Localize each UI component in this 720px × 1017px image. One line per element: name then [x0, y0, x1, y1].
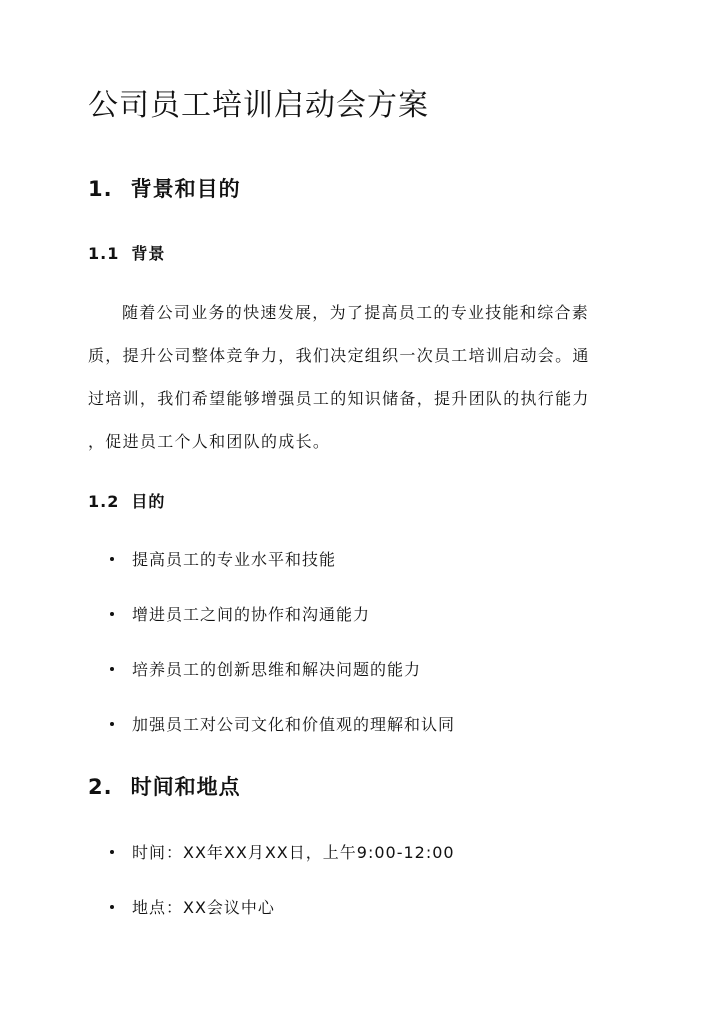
document-page: 公司员工培训启动会方案 1. 背景和目的 1.1 背景 随着公司业务的快速发展，为了提高员工的专业技能和综合素 质，提升公司整体竞争力，我们决定组织一次员工培训启动会。通 过培训，我们希望能够增强员工的知识储备，提升团队的执行能力 ，促进员工个人和团队的成长。 1.2 目的 提高员工的专业水平和技能 增进员工之间的协作和沟通能力 培养员工的创新思维和解决问题的能力 加强员工对公司文化和价值观的理解和认同 2. 时间和地点 时间：XX年XX月XX日，上午9:00-12:00 地点：XX会议中心: [0, 0, 720, 1017]
section-2-heading: [88, 772, 241, 802]
bullet-icon: [110, 722, 114, 726]
subsection-1-1-heading: [88, 242, 165, 266]
bullet-icon: [110, 612, 114, 616]
document-title: 公司员工培训启动会方案: [88, 88, 429, 123]
section-title: 背景和目的: [130, 177, 241, 201]
subsection-title: 背景: [131, 244, 166, 263]
bullet-icon: [110, 905, 114, 909]
section-number: 1.: [88, 177, 113, 201]
bullet-icon: [110, 667, 114, 671]
section-title: 时间和地点: [130, 775, 241, 799]
subsection-title: 目的: [131, 492, 166, 511]
paragraph-line: 随着公司业务的快速发展，为了提高员工的专业技能和综合素: [122, 303, 590, 322]
subsection-number: 1.2: [88, 492, 120, 511]
paragraph-line: 过培训，我们希望能够增强员工的知识储备，提升团队的执行能力: [88, 389, 590, 408]
paragraph-line: ，促进员工个人和团队的成长。: [88, 432, 331, 451]
bullet-icon: [110, 850, 114, 854]
section-1-heading: [88, 174, 241, 204]
subsection-number: 1.1: [88, 244, 120, 263]
paragraph-line: 质，提升公司整体竞争力，我们决定组织一次员工培训启动会。通: [88, 346, 590, 365]
background-paragraph: [88, 291, 648, 463]
bullet-icon: [110, 557, 114, 561]
section-number: 2.: [88, 775, 113, 799]
subsection-1-2-heading: [88, 490, 165, 514]
